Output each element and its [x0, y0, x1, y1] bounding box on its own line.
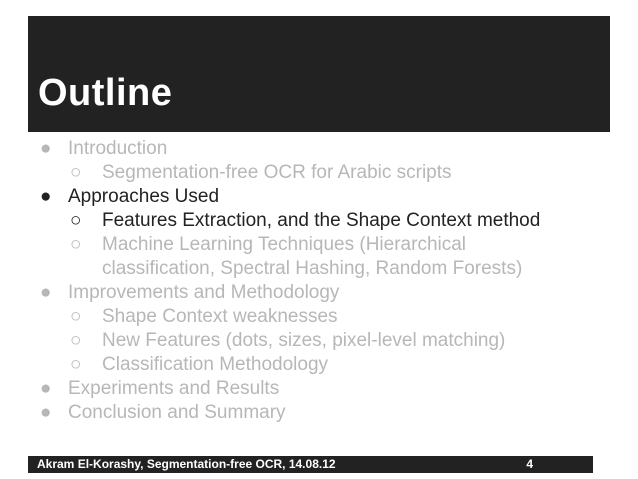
filled-bullet-icon: ●: [40, 186, 52, 207]
outline-subitem-machine-learning: [70, 233, 466, 257]
outline-subitem-continuation: classification, Spectral Hashing, Random Forests): [102, 258, 523, 279]
outline-subitem-features-extraction: [70, 209, 540, 233]
hollow-bullet-icon: ○: [70, 234, 82, 255]
outline-item-label: Classification Methodology: [102, 354, 329, 375]
filled-bullet-icon: ●: [40, 138, 52, 159]
outline-item-label: Shape Context weaknesses: [102, 306, 338, 327]
hollow-bullet-icon: ○: [70, 354, 82, 375]
filled-bullet-icon: ●: [40, 402, 52, 423]
outline-item-label: Features Extraction, and the Shape Context method: [102, 210, 541, 231]
outline-item-label: Machine Learning Techniques (Hierarchical: [102, 234, 467, 255]
outline-item-improvements: [40, 281, 339, 305]
page-number: 4: [526, 457, 533, 471]
outline-item-experiments: [40, 377, 279, 401]
outline-item-label: New Features (dots, sizes, pixel-level matching): [102, 330, 506, 351]
outline-item-introduction: [40, 137, 167, 161]
outline-item-label: Approaches Used: [68, 186, 220, 207]
hollow-bullet-icon: ○: [70, 162, 82, 183]
outline-item-label: Conclusion and Summary: [68, 402, 286, 423]
outline-item-approaches-used: [40, 185, 219, 209]
outline-item-label: Experiments and Results: [68, 378, 280, 399]
outline-subitem-shape-context-weaknesses: [70, 305, 338, 329]
outline-subitem-new-features: [70, 329, 505, 353]
outline-item-label: Introduction: [68, 138, 168, 159]
outline-item-label: Improvements and Methodology: [68, 282, 340, 303]
outline-item-conclusion: [40, 401, 286, 425]
outline-subitem-segmentation-free-ocr: [70, 161, 452, 185]
slide-footer: [28, 456, 593, 473]
outline-subitem-classification-methodology: [70, 353, 328, 377]
outline-item-label: Segmentation-free OCR for Arabic scripts: [102, 162, 452, 183]
slide-title: Outline: [38, 72, 173, 114]
hollow-bullet-icon: ○: [70, 330, 82, 351]
hollow-bullet-icon: ○: [70, 210, 82, 231]
filled-bullet-icon: ●: [40, 282, 52, 303]
hollow-bullet-icon: ○: [70, 306, 82, 327]
filled-bullet-icon: ●: [40, 378, 52, 399]
footer-text: Akram El-Korashy, Segmentation-free OCR, 14.08.12: [37, 457, 336, 471]
